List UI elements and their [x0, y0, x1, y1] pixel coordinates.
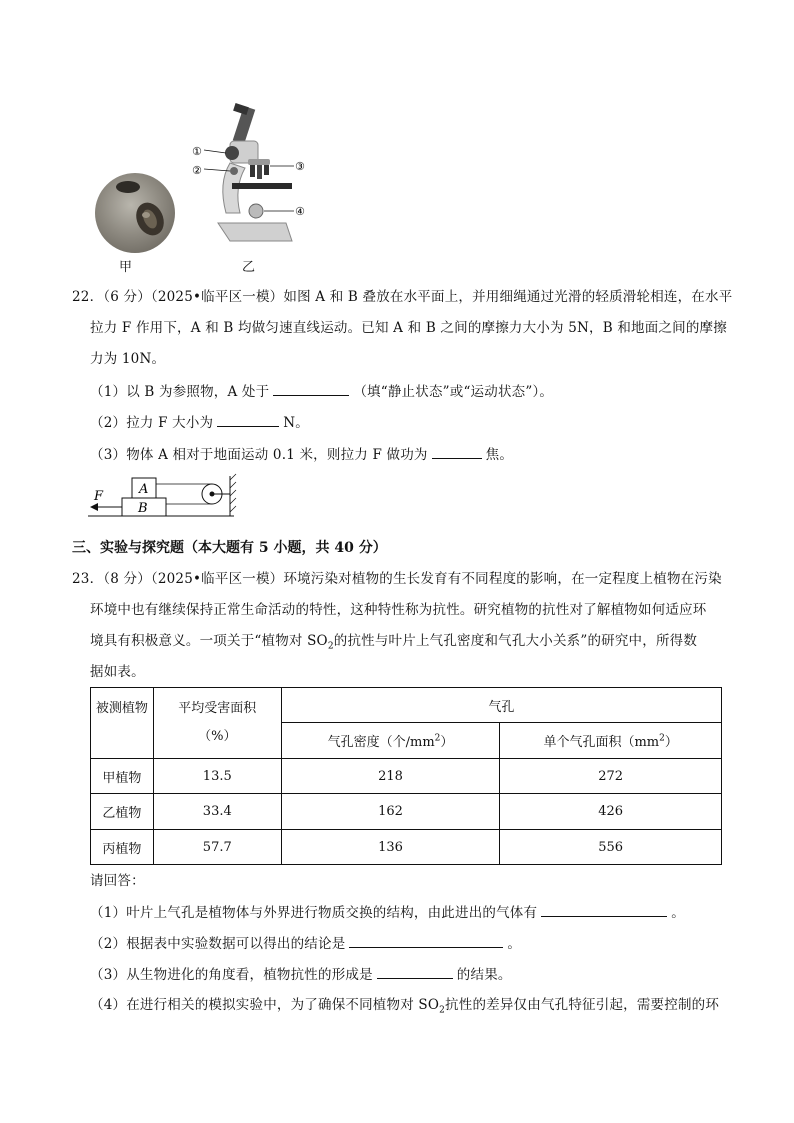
q23-sub-4-so2-subscript: 2: [439, 1005, 446, 1016]
table-header-plant: 被测植物: [91, 688, 154, 759]
table-header-density: 气孔密度（个$/mm^2$）: [281, 723, 500, 759]
q22-sub-2: [90, 412, 309, 433]
microscope-label-4: ④: [295, 205, 305, 218]
table-cell-density: 218: [281, 759, 500, 794]
table-cell-plant: 丙植物: [91, 830, 154, 865]
q23-sub-3-answer-blank[interactable]: [377, 964, 453, 979]
table-row: [91, 794, 722, 830]
q23-stem-line-3-post: 的抗性与叶片上气孔密度和气孔大小关系”的研究中，所得数: [333, 633, 698, 649]
q23-sub-2: [90, 933, 521, 954]
table-cell-density: 136: [281, 830, 500, 865]
table-header-area-line-2: （%）: [153, 723, 281, 759]
q22-sub-1-suffix: （填“静止状态”或“运动状态”）。: [353, 384, 554, 400]
figure-jia-image: [95, 173, 175, 253]
q23-sub-2-prefix: （2）根据表中实验数据可以得出的结论是: [90, 936, 346, 952]
q23-sub-3-prefix: （3）从生物进化的角度看，植物抗性的形成是: [90, 967, 373, 983]
q22-sub-1-prefix: （1）以 B 为参照物，A 处于: [90, 384, 270, 400]
table-cell-area: 33.4: [153, 794, 281, 830]
table-header-stoma-size: 单个气孔面积$(mm^2)$: [500, 723, 722, 759]
figure-yi-microscope: [190, 103, 320, 253]
q22-sub-2-prefix: （2）拉力 F 大小为: [90, 415, 214, 431]
q22-stem-line-3: 力为 10N。: [90, 351, 166, 367]
block-b-label: B: [138, 501, 148, 516]
caption-jia: 甲: [119, 260, 133, 275]
table-row: [91, 759, 722, 794]
q23-sub-3-suffix: 的结果。: [456, 967, 512, 983]
q23-sub-4-suffix: 抗性的差异仅由气孔特征引起，需要控制的环: [445, 997, 720, 1013]
table-cell-area: 57.7: [153, 830, 281, 865]
q23-sub-4: [90, 995, 719, 1021]
q22-sub-2-suffix: N。: [283, 415, 309, 431]
table-cell-plant: 乙植物: [91, 794, 154, 830]
q22-sub-1-answer-blank[interactable]: [273, 381, 349, 396]
table-header-stomata: 气孔: [281, 688, 721, 723]
table-cell-area: 13.5: [153, 759, 281, 794]
microscope-label-3: ③: [295, 160, 305, 173]
q23-stem-line-1: 23．（8 分）（2025•临平区一模）环境污染对植物的生长发育有不同程度的影响，在一定程度上植物在污染: [72, 571, 722, 587]
q22-stem-line-2: 拉力 F 作用下，A 和 B 均做匀速直线运动。已知 A 和 B 之间的摩擦力大小为 5N，B 和地面之间的摩擦: [90, 320, 727, 336]
q23-stem-so2-subscript: 2: [327, 641, 334, 652]
section-3-title: 三、实验与探究题（本大题有 5 小题，共 40 分）: [72, 540, 387, 556]
q22-sub-3-suffix: 焦。: [485, 447, 514, 463]
table-cell-size: 426: [500, 794, 722, 830]
q22-stem-line-1: 22．（6 分）（2025•临平区一模）如图 A 和 B 叠放在水平面上，并用细绳通过光滑的轻质滑轮相连，在水平: [72, 289, 733, 305]
table-cell-size: 272: [500, 759, 722, 794]
q22-pulley-diagram: [88, 472, 238, 520]
q23-sub-1: [90, 902, 685, 923]
q23-sub-2-suffix: 。: [507, 936, 522, 952]
q23-stem-line-4: 据如表。: [90, 664, 145, 680]
q23-sub-1-prefix: （1）叶片上气孔是植物体与外界进行物质交换的结构，由此进出的气体有: [90, 905, 538, 921]
microscope-label-2: ②: [192, 164, 202, 177]
table-cell-density: 162: [281, 794, 500, 830]
figure-jia-specimen: [95, 173, 175, 253]
q23-sub-3: [90, 964, 512, 985]
q23-stem-line-3-pre: 境具有积极意义。一项关于“植物对 SO: [90, 633, 328, 649]
q22-sub-3-answer-blank[interactable]: [432, 444, 482, 459]
q22-sub-2-answer-blank[interactable]: [217, 412, 279, 427]
caption-yi: 乙: [242, 260, 256, 275]
q23-sub-1-answer-blank[interactable]: [541, 902, 667, 917]
q22-sub-3-prefix: （3）物体 A 相对于地面运动 0.1 米，则拉力 F 做功为: [90, 447, 428, 463]
block-a-label: A: [139, 482, 149, 497]
q23-sub-4-prefix: （4）在进行相关的模拟实验中，为了确保不同植物对 SO: [90, 997, 440, 1013]
force-label: F: [94, 489, 104, 504]
table-row: [91, 830, 722, 865]
q23-sub-1-suffix: 。: [671, 905, 685, 921]
microscope-label-1: ①: [192, 145, 202, 158]
q23-answer-prompt: 请回答：: [90, 873, 145, 889]
q23-stem-line-2: 环境中也有继续保持正常生命活动的特性，这种特性称为抗性。研究植物的抗性对了解植物如何适应环: [90, 602, 707, 618]
q23-sub-2-answer-blank[interactable]: [349, 933, 503, 948]
table-cell-size: 556: [500, 830, 722, 865]
q23-stem-line-3: [90, 631, 697, 657]
q22-sub-3: [90, 444, 513, 465]
table-cell-plant: 甲植物: [91, 759, 154, 794]
table-header-area-line-1: 平均受害面积: [153, 688, 281, 723]
q22-sub-1: [90, 381, 553, 402]
stomata-data-table: [90, 687, 722, 865]
